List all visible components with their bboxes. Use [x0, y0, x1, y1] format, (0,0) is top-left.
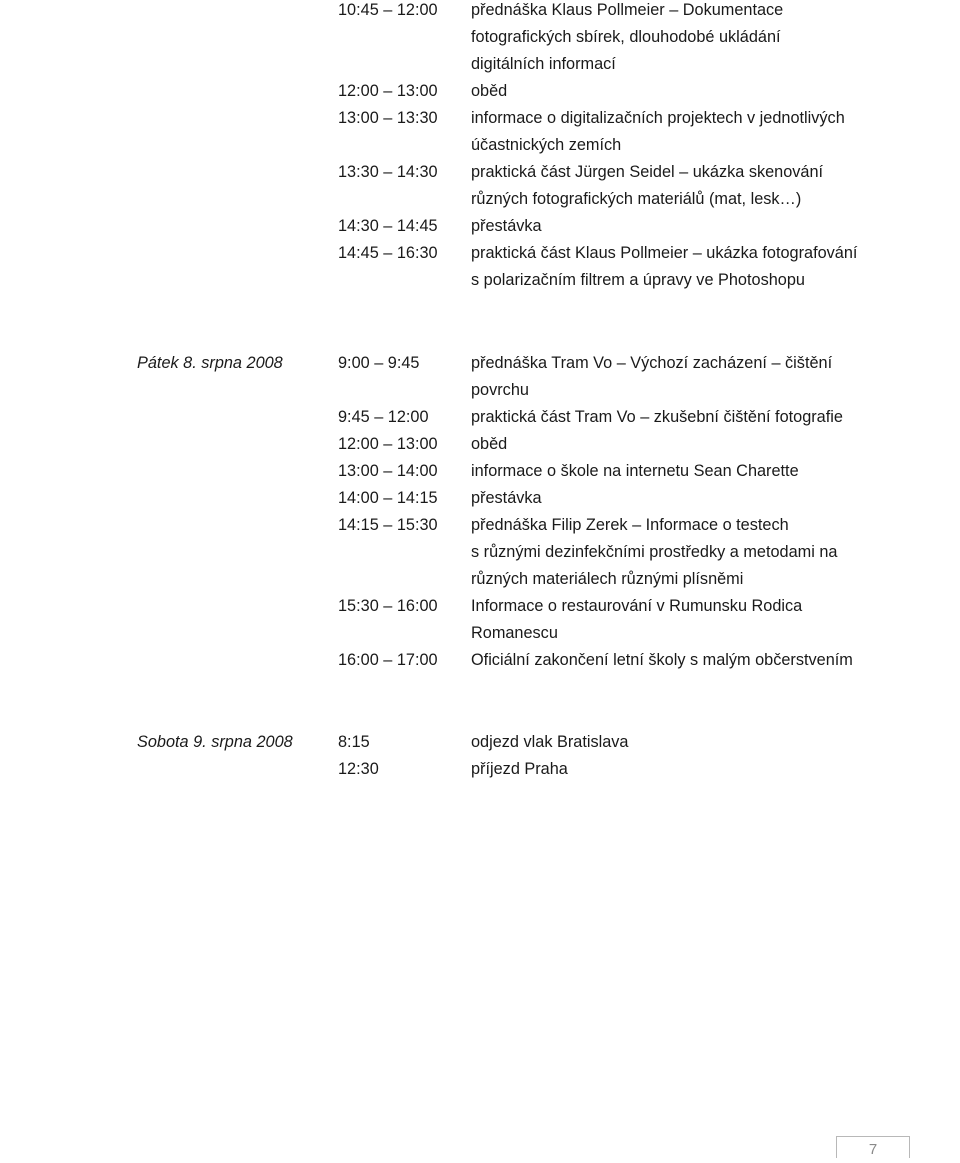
time-range: 9:45 – 12:00 — [338, 408, 429, 426]
time-range: 13:30 – 14:30 — [338, 163, 438, 181]
description-line: povrchu — [471, 381, 529, 399]
activity-description — [471, 431, 901, 458]
activity-description — [471, 159, 901, 213]
description-line: přednáška Tram Vo – Výchozí zacházení – čištění — [471, 354, 833, 372]
time-range: 13:00 – 13:30 — [338, 109, 438, 127]
activity-description — [471, 240, 901, 294]
activity-description — [471, 485, 901, 512]
description-line: praktická část Jürgen Seidel – ukázka skenování — [471, 163, 824, 181]
time-range: 14:45 – 16:30 — [338, 244, 438, 262]
description-line: Informace o restaurování v Rumunsku Rodica — [471, 597, 803, 615]
description-line: s různými dezinfekčními prostředky a metodami na — [471, 543, 838, 561]
time-range: 10:45 – 12:00 — [338, 1, 438, 19]
activity-description — [471, 647, 901, 674]
schedule-row — [0, 240, 960, 294]
activity-description — [471, 404, 901, 431]
time-range: 14:15 – 15:30 — [338, 516, 438, 534]
description-line: oběd — [471, 82, 508, 100]
time-range: 16:00 – 17:00 — [338, 651, 438, 669]
schedule-row — [0, 431, 960, 458]
description-line: přednáška Filip Zerek – Informace o testech — [471, 516, 789, 534]
schedule-row — [0, 485, 960, 512]
page-number: 7 — [868, 1141, 878, 1158]
description-line: digitálních informací — [471, 55, 616, 73]
time-range: 14:00 – 14:15 — [338, 489, 438, 507]
schedule-row — [0, 0, 960, 78]
time-range: 13:00 – 14:00 — [338, 462, 438, 480]
description-line: Romanescu — [471, 624, 558, 642]
activity-description — [471, 756, 901, 783]
description-line: příjezd Praha — [471, 760, 568, 778]
activity-description — [471, 458, 901, 485]
page-number-box — [836, 1136, 910, 1158]
schedule-row — [0, 647, 960, 674]
schedule-row — [0, 78, 960, 105]
activity-description — [471, 593, 901, 647]
activity-description — [471, 729, 901, 756]
description-line: různých materiálech různými plísněmi — [471, 570, 744, 588]
description-line: různých fotografických materiálů (mat, lesk…) — [471, 190, 802, 208]
time-range: 12:00 – 13:00 — [338, 82, 438, 100]
description-line: praktická část Klaus Pollmeier – ukázka fotografování — [471, 244, 858, 262]
description-line: oběd — [471, 435, 508, 453]
schedule-row — [0, 593, 960, 647]
description-line: odjezd vlak Bratislava — [471, 733, 629, 751]
description-line: Oficiální zakončení letní školy s malým občerstvením — [471, 651, 853, 669]
day-heading: Pátek 8. srpna 2008 — [137, 354, 283, 372]
description-line: přednáška Klaus Pollmeier – Dokumentace — [471, 1, 784, 19]
activity-description — [471, 0, 901, 78]
day-heading: Sobota 9. srpna 2008 — [137, 733, 293, 751]
schedule-row — [0, 512, 960, 593]
description-line: s polarizačním filtrem a úpravy ve Photoshopu — [471, 271, 805, 289]
schedule-section-saturday — [0, 729, 960, 783]
schedule-row — [0, 159, 960, 213]
schedule-row — [0, 404, 960, 431]
activity-description — [471, 350, 901, 404]
description-line: informace o digitalizačních projektech v jednotlivých — [471, 109, 845, 127]
description-line: informace o škole na internetu Sean Charette — [471, 462, 799, 480]
schedule-row — [0, 458, 960, 485]
description-line: přestávka — [471, 217, 542, 235]
description-line: praktická část Tram Vo – zkušební čištění fotografie — [471, 408, 843, 426]
activity-description — [471, 512, 901, 593]
time-range: 15:30 – 16:00 — [338, 597, 438, 615]
schedule-row — [0, 213, 960, 240]
time-range: 12:30 — [338, 760, 379, 778]
activity-description — [471, 213, 901, 240]
time-range: 8:15 — [338, 733, 370, 751]
description-line: fotografických sbírek, dlouhodobé ukládání — [471, 28, 781, 46]
time-range: 12:00 – 13:00 — [338, 435, 438, 453]
time-range: 9:00 – 9:45 — [338, 354, 420, 372]
activity-description — [471, 105, 901, 159]
schedule-row — [0, 105, 960, 159]
schedule-row — [0, 756, 960, 783]
activity-description — [471, 78, 901, 105]
description-line: přestávka — [471, 489, 542, 507]
schedule-section-continued — [0, 0, 960, 294]
schedule-section-friday — [0, 350, 960, 674]
description-line: účastnických zemích — [471, 136, 622, 154]
time-range: 14:30 – 14:45 — [338, 217, 438, 235]
schedule-row — [0, 350, 960, 404]
schedule-row — [0, 729, 960, 756]
